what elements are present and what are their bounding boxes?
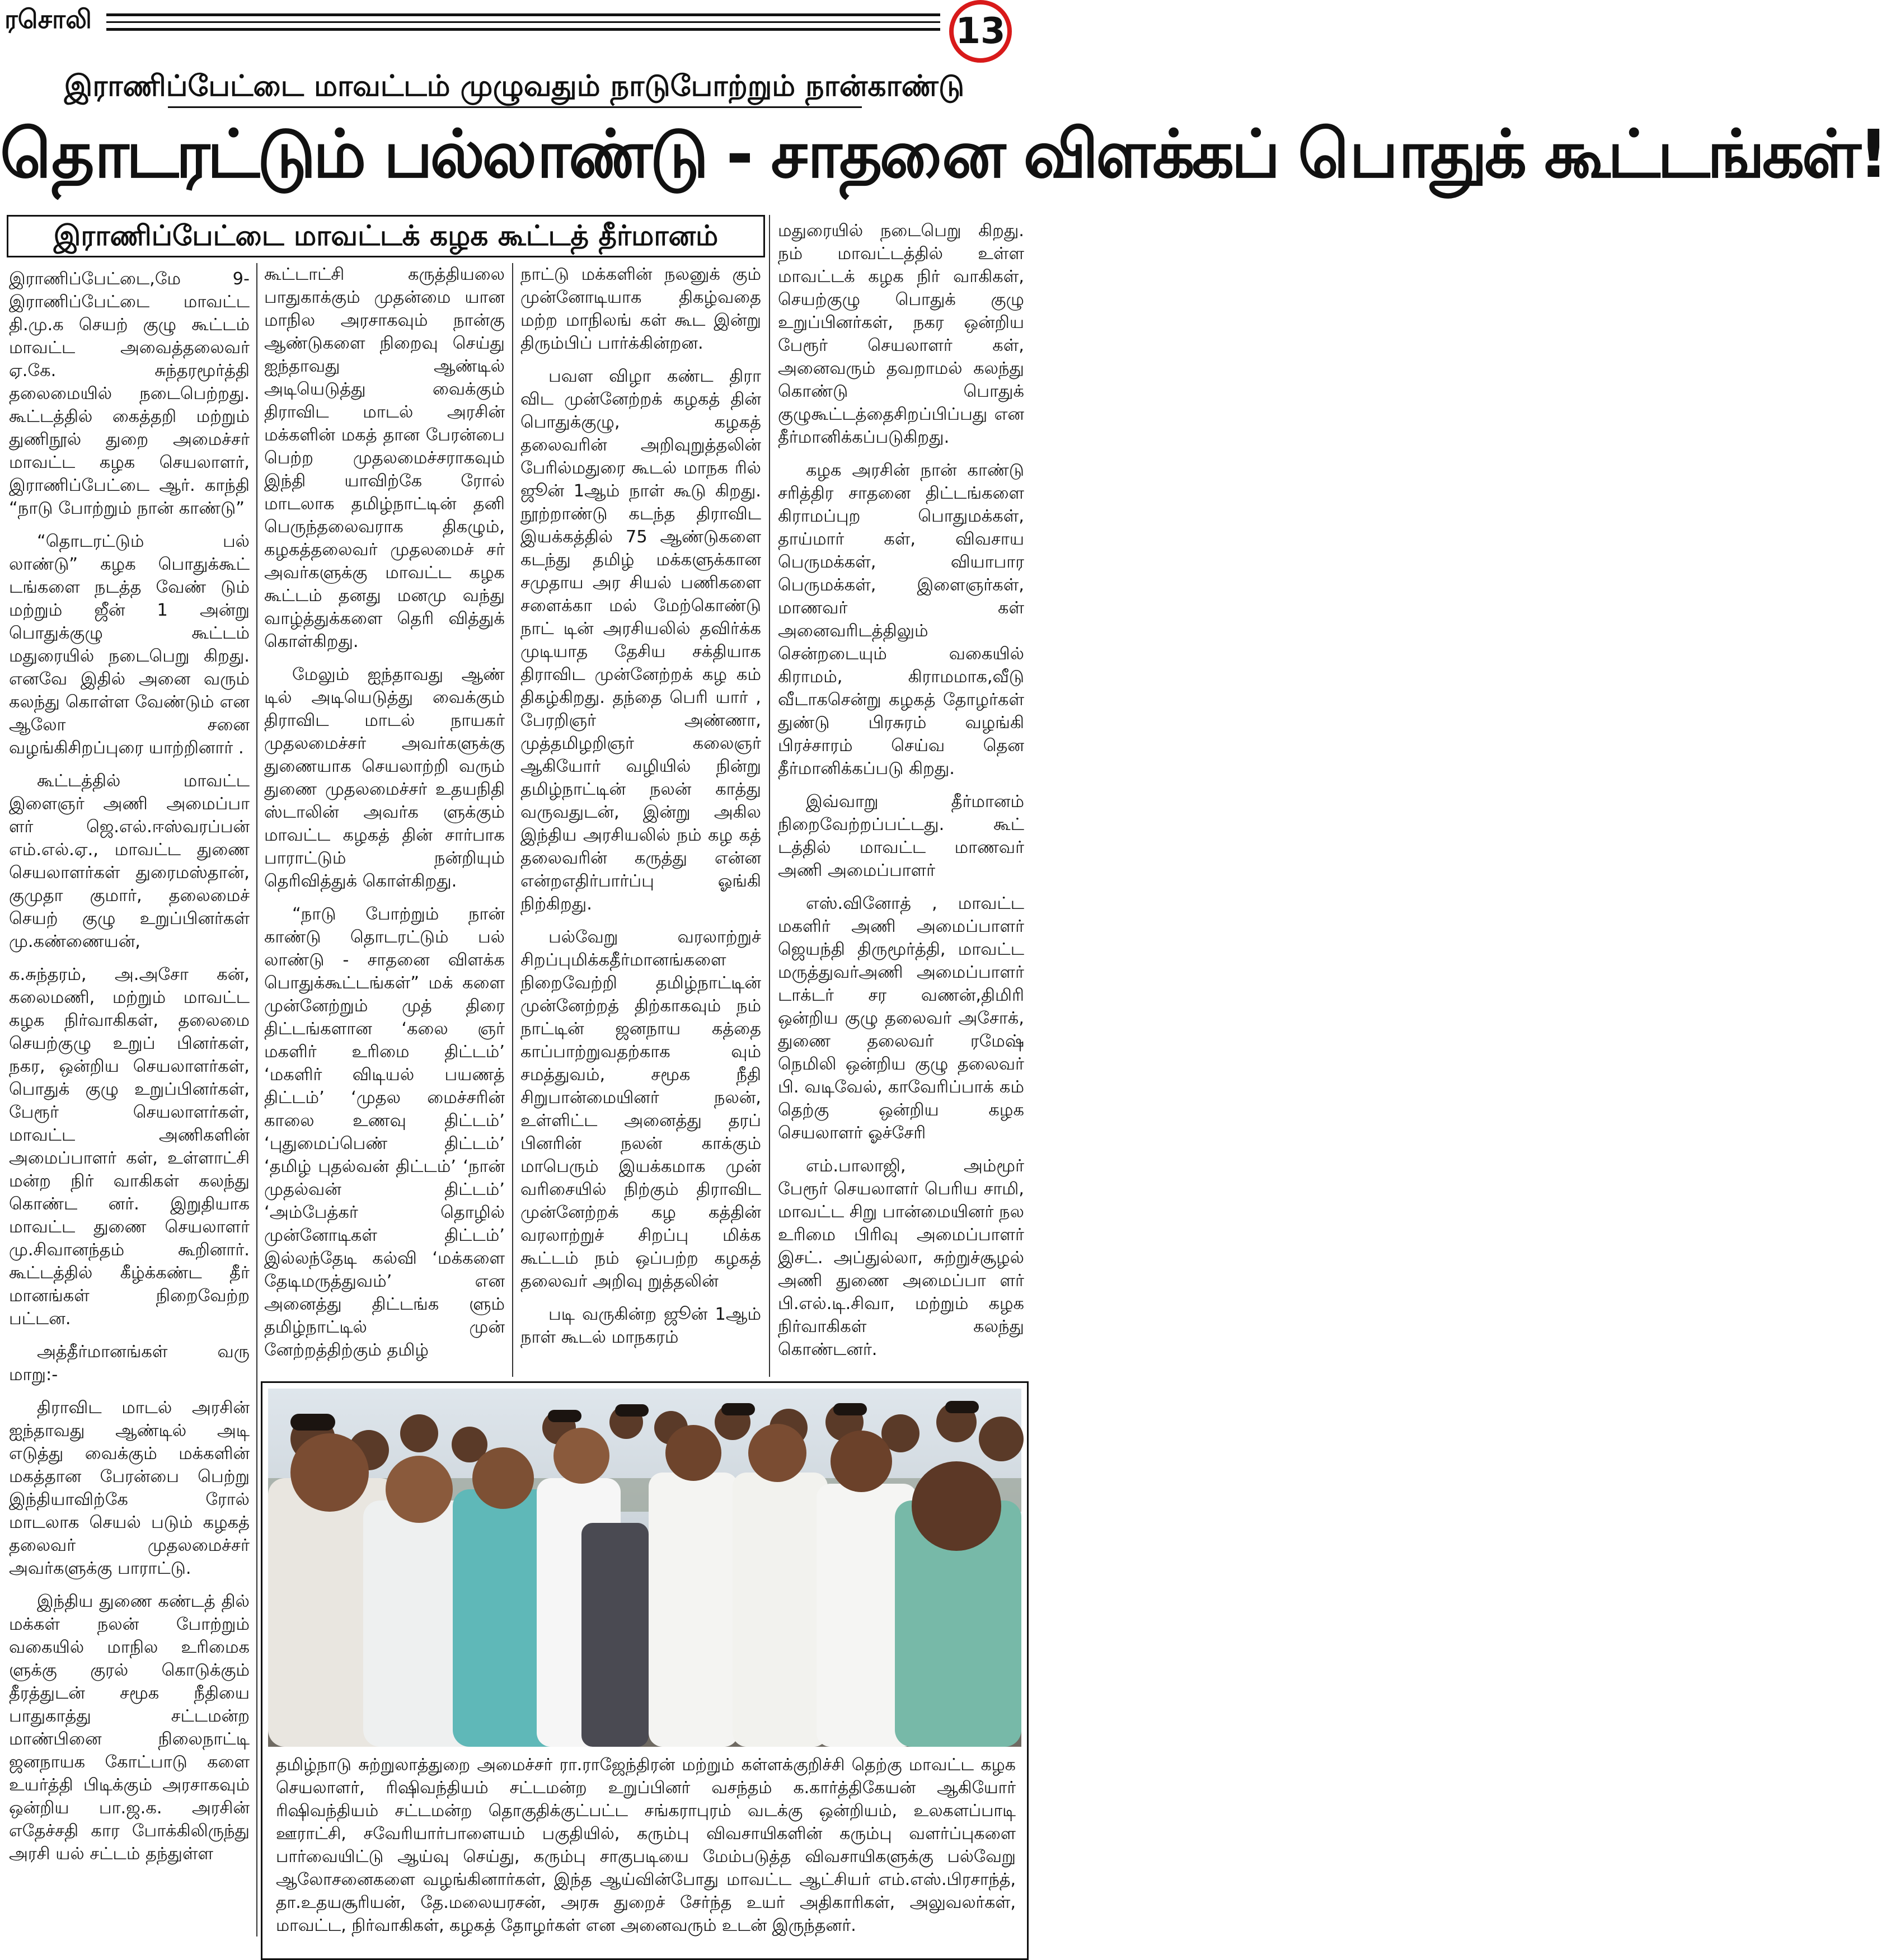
photo-caption: தமிழ்நாடு சுற்றுலாத்துறை அமைச்சர் ரா.ராஜேந்திரன் மற்றும் கள்ளக்குறிச்சி தெற்கு மாவட்ட கழக செயலாளர், ரிஷிவந்தியம் சட்டமன்ற உறுப்பினர் வசந்தம் க.கார்த்திகேயன் ஆகியோர் ரிஷிவந்தியம் சட்டமன்ற தொகுதிக்குட்பட்ட சங்கராபுரம் வடக்கு ஒன்றியம், உலகளப்பாடி ஊராட்சி, சவேரியார்பாளையம் பகுதியில், கரும்பு விவசாயிகளின் கரும்பு வளர்ப்புகளை பார்வையிட்டு ஆய்வு செய்து, கரும்பு சாகுபடியை மேம்படுத்த விவசாயிகளுக்கு பல்வேறு ஆலோசனைகளை வழங்கினார்கள், இந்த ஆய்வின்போது மாவட்ட ஆட்சியர் எம்.எஸ்.பிரசாந்த், தா.உதயசூரியன், தே.மலையரசன், அரசு துறைச் சேர்ந்த உயர் அதிகாரிகள், அலுவலர்கள், மாவட்ட, நிர்வாகிகள், கழகத் தோழர்கள் என அனைவரும் உடன் இருந்தனர். xyxy=(276,1755,1016,1935)
paragraph: கூட்டாட்சி கருத்தியலை பாதுகாக்கும் முதன்மை யான மாநில அரசாகவும் நான்கு ஆண்டுகளை நிறைவு செய்து ஐந்தாவது ஆண்டில் அடியெடுத்து வைக்கும் திராவிட மாடல் அரசின் மக்களின் மகத் தான பேரன்பை பெற்ற முதலமைச்சராகவும் இந்தி யாவிற்கே ரோல் மாடலாக தமிழ்நாட்டின் தனி பெருந்தலைவராக திகழும், கழகத்தலைவர் முதலமைச் சர் அவர்களுக்கு மாவட்ட கழக கூட்டம் தனது மனமு வந்து வாழ்த்துக்களை தெரி வித்துக் கொள்கிறது. xyxy=(264,265,505,651)
subheadline-box: இராணிப்பேட்டை மாவட்டக் கழக கூட்டத் தீர்மானம் xyxy=(7,215,765,257)
masthead xyxy=(0,0,1029,62)
photo-illustration xyxy=(268,1389,1021,1747)
news-photo xyxy=(268,1389,1021,1747)
paragraph: பவள விழா கண்ட திரா விட முன்னேற்றக் கழகத் தின் பொதுக்குழு, கழகத் தலைவரின் அறிவுறுத்தலின் பேரில்மதுரை கூடல் மாநக ரில் ஜூன் 1ஆம் நாள் கூடு கிறது. நூற்றாண்டு கடந்த திராவிட இயக்கத்தில் 75 ஆண்டுகளை கடந்து தமிழ் மக்களுக்கான சமுதாய அர சியல் பணிகளை சளைக்கா மல் மேற்கொண்டு நாட் டின் அரசியலில் தவிர்க்க முடியாத தேசிய சக்தியாக திராவிட முன்னேற்றக் கழ கம் திகழ்கிறது. தந்தை பெரி யார் , பேரறிஞர் அண்ணா, முத்தமிழறிஞர் கலைஞர் ஆகியோர் வழியில் நின்று தமிழ்நாட்டின் நலன் காத்து வருவதுடன், இன்று அகில இந்திய அரசியலில் நம் கழ கத் தலைவரின் கருத்து என்ன என்றஎதிர்பார்ப்பு ஓங்கி நிற்கிறது. xyxy=(520,367,761,914)
paragraph: திராவிட மாடல் அரசின் ஐந்தாவது ஆண்டில் அடி எடுத்து வைக்கும் மக்களின் மகத்தான பேரன்பை பெற்று இந்தியாவிற்கே ரோல் மாடலாக செயல் படும் கழகத் தலைவர் முதலமைச்சர் அவர்களுக்கு பாராட்டு. xyxy=(9,1398,250,1578)
masthead-rule-top xyxy=(106,13,940,16)
column-divider-1 xyxy=(256,263,257,1936)
masthead-rule-bottom xyxy=(106,28,940,31)
paragraph: “நாடு போற்றும் நான் காண்டு தொடரட்டும் பல் லாண்டு - சாதனை விளக்க பொதுக்கூட்டங்கள்” மக் களை முன்னேற்றும் முத் திரை திட்டங்களான ‘கலை ஞர் மகளிர் உரிமை திட்டம்’ ‘மகளிர் விடியல் பயணத் திட்டம்’ ‘முதல மைச்சரின் காலை உணவு திட்டம்’ ‘புதுமைப்பெண் திட்டம்’ ‘தமிழ் புதல்வன் திட்டம்’ ‘நான் முதல்வன் திட்டம்’ ‘அம்பேத்கர் தொழில் முன்னோடிகள் திட்டம்’ இல்லந்தேடி கல்வி ‘மக்களை தேடிமருத்துவம்’ என அனைத்து திட்டங்க ளும் தமிழ்நாட்டில் முன் னேற்றத்திற்கும் தமிழ் xyxy=(264,904,505,1360)
column-divider-2 xyxy=(512,263,513,1377)
paragraph: எம்.பாலாஜி, அம்மூர் பேரூர் செயலாளர் பெரிய சாமி, மாவட்ட சிறு பான்மையினர் நல உரிமை பிரிவு அமைப்பாளர் இசட். அப்துல்லா, சுற்றுச்சூழல் அணி துணை அமைப்பா ளர் பி.எல்.டி.சிவா, மற்றும் கழக நிர்வாகிகள் கலந்து கொண்டனர். xyxy=(778,1156,1025,1359)
paragraph: இராணிப்பேட்டை,மே 9- இராணிப்பேட்டை மாவட்ட தி.மு.க செயற் குழு கூட்டம் மாவட்ட அவைத்தலைவர் ஏ.கே. சுந்தரமூர்த்தி தலைமையில் நடைபெற்றது. கூட்டத்தில் கைத்தறி மற்றும் துணிநூல் துறை அமைச்சர் மாவட்ட கழக செயலாளர், இராணிப்பேட்டை ஆர். காந்தி “நாடு போற்றும் நான் காண்டு” xyxy=(9,269,250,518)
paragraph: க.சுந்தரம், அ.அசோ கன், கலைமணி, மற்றும் மாவட்ட கழக நிர்வாகிகள், தலைமை செயற்குழு உறுப் பினர்கள், நகர, ஒன்றிய செயலாளர்கள், பொதுக் குழு உறுப்பினர்கள், பேரூர் செயலாளர்கள், மாவட்ட அணிகளின் அமைப்பாளர் கள், உள்ளாட்சி மன்ற நிர் வாகிகள் கலந்து கொண்ட னர். இறுதியாக மாவட்ட துணை செயலாளர் மு.சிவானந்தம் கூறினார். கூட்டத்தில் கீழ்க்கண்ட தீர் மானங்கள் நிறைவேற்ற பட்டன. xyxy=(9,965,250,1329)
paragraph: அத்தீர்மானங்கள் வரு மாறு:- xyxy=(9,1342,250,1385)
newspaper-name: ரசொலி xyxy=(4,4,92,34)
paragraph: இந்திய துணை கண்டத் தில் மக்கள் நலன் போற்றும் வகையில் மாநில உரிமைக ளுக்கு குரல் கொடுக்கும் தீரத்துடன் சமூக நீதியை பாதுகாத்து சட்டமன்ற மாண்பினை நிலைநாட்டி ஜனநாயக கோட்பாடு களை உயர்த்தி பிடிக்கும் அரசாகவும் ஒன்றிய பா.ஜ.க. அரசின் எதேச்சதி கார போக்கிலிருந்து அரசி யல் சட்டம் தந்துள்ள xyxy=(9,1592,250,1864)
paragraph: இவ்வாறு தீர்மானம் நிறைவேற்றப்பட்டது. கூட் டத்தில் மாவட்ட மாணவர் அணி அமைப்பாளர் xyxy=(778,792,1024,880)
paragraph: கூட்டத்தில் மாவட்ட இளைஞர் அணி அமைப்பா ளர் ஜெ.எல்.ஈஸ்வரப்பன் எம்.எல்.ஏ., மாவட்ட துணை செயலாளர்கள் துரைமஸ்தான், குமுதா குமார், தலைமைச் செயற் குழு உறுப்பினர்கள் மு.கண்ணையன், xyxy=(9,771,250,951)
paragraph: நாட்டு மக்களின் நலனுக் கும் முன்னோடியாக திகழ்வதை மற்ற மாநிலங் கள் கூட இன்று திரும்பிப் பார்க்கின்றன. xyxy=(520,265,761,353)
article-column-1 xyxy=(9,268,250,1958)
article-column-4 xyxy=(778,219,1024,1378)
article-column-3 xyxy=(520,263,761,1377)
paragraph: எஸ்.வினோத் , மாவட்ட மகளிர் அணி அமைப்பாளர் ஜெயந்தி திருமூர்த்தி, மாவட்ட மருத்துவர்அணி அமைப்பாளர் டாக்டர் சர வணன்,திமிரி ஒன்றிய குழு தலைவர் அசோக், துணை தலைவர் ரமேஷ் நெமிலி ஒன்றிய குழு தலைவர் பி. வடிவேல், காவேரிப்பாக் கம் தெற்கு ஒன்றிய கழக செயலாளர் ஓச்சேரி xyxy=(778,894,1024,1143)
paragraph: கழக அரசின் நான் காண்டு சரித்திர சாதனை திட்டங்களை கிராமப்புற பொதுமக்கள், தாய்மார் கள், விவசாய பெருமக்கள், வியாபார பெருமக்கள், இளைஞர்கள், மாணவர் கள் அனைவரிடத்திலும் சென்றடையும் வகையில் கிராமம், கிராமமாக,வீடு வீடாகசென்று கழகத் தோழர்கள் துண்டு பிரசுரம் வழங்கி பிரச்சாரம் செய்வ தென தீர்மானிக்கப்படு கிறது. xyxy=(778,461,1024,779)
masthead-rule-middle xyxy=(106,21,940,23)
kicker-line: இராணிப்பேட்டை மாவட்டம் முழுவதும் நாடுபோற்றும் நான்காண்டு xyxy=(64,69,965,103)
photo-box xyxy=(261,1381,1029,1960)
kicker-underline xyxy=(168,106,862,108)
page-number: 13 xyxy=(949,0,1012,63)
paragraph: படி வருகின்ற ஜூன் 1ஆம் நாள் கூடல் மாநகரம் xyxy=(520,1305,761,1347)
paragraph: மதுரையில் நடைபெறு கிறது. நம் மாவட்டத்தில் உள்ள மாவட்டக் கழக நிர் வாகிகள், செயற்குழு பொதுக் குழு உறுப்பினர்கள், நகர ஒன்றிய பேரூர் செயலாளர் கள், அனைவரும் தவறாமல் கலந்து கொண்டு பொதுக் குழுகூட்டத்தைசிறப்பிப்பது என தீர்மானிக்கப்படுகிறது. xyxy=(778,221,1024,447)
paragraph: பல்வேறு வரலாற்றுச் சிறப்புமிக்கதீர்மானங்களை நிறைவேற்றி தமிழ்நாட்டின் முன்னேற்றத் திற்காகவும் நம் நாட்டின் ஜனநாய கத்தை காப்பாற்றுவதற்காக வும் சமத்துவம், சமூக நீதி சிறுபான்மையினர் நலன், உள்ளிட்ட அனைத்து தரப் பினரின் நலன் காக்கும் மாபெரும் இயக்கமாக முன் வரிசையில் நிற்கும் திராவிட முன்னேற்றக் கழ கத்தின் வரலாற்றுச் சிறப்பு மிக்க கூட்டம் நம் ஒப்பற்ற கழகத் தலைவர் அறிவு றுத்தலின் xyxy=(520,927,761,1291)
headline: தொடரட்டும் பல்லாண்டு - சாதனை விளக்கப் பொதுக் கூட்டங்கள்! xyxy=(0,115,1886,193)
paragraph: மேலும் ஐந்தாவது ஆண் டில் அடியெடுத்து வைக்கும் திராவிட மாடல் நாயகர் முதலமைச்சர் அவர்களுக்கு துணையாக செயலாற்றி வரும் துணை முதலமைச்சர் உதயநிதி ஸ்டாலின் அவர்க ளுக்கும் மாவட்ட கழகத் தின் சார்பாக பாராட்டும் நன்றியும் தெரிவித்துக் கொள்கிறது. xyxy=(264,665,505,891)
paragraph: “தொடரட்டும் பல் லாண்டு” கழக பொதுக்கூட் டங்களை நடத்த வேண் டும் மற்றும் ஜீன் 1 அன்று பொதுக்குழு கூட்டம் மதுரையில் நடைபெறு கிறது. எனவே இதில் அனை வரும் கலந்து கொள்ள வேண்டும் என ஆலோ சனை வழங்கிசிறப்புரை யாற்றினார் . xyxy=(9,532,250,758)
article-column-2 xyxy=(264,263,505,1377)
column-divider-3 xyxy=(769,215,770,1377)
